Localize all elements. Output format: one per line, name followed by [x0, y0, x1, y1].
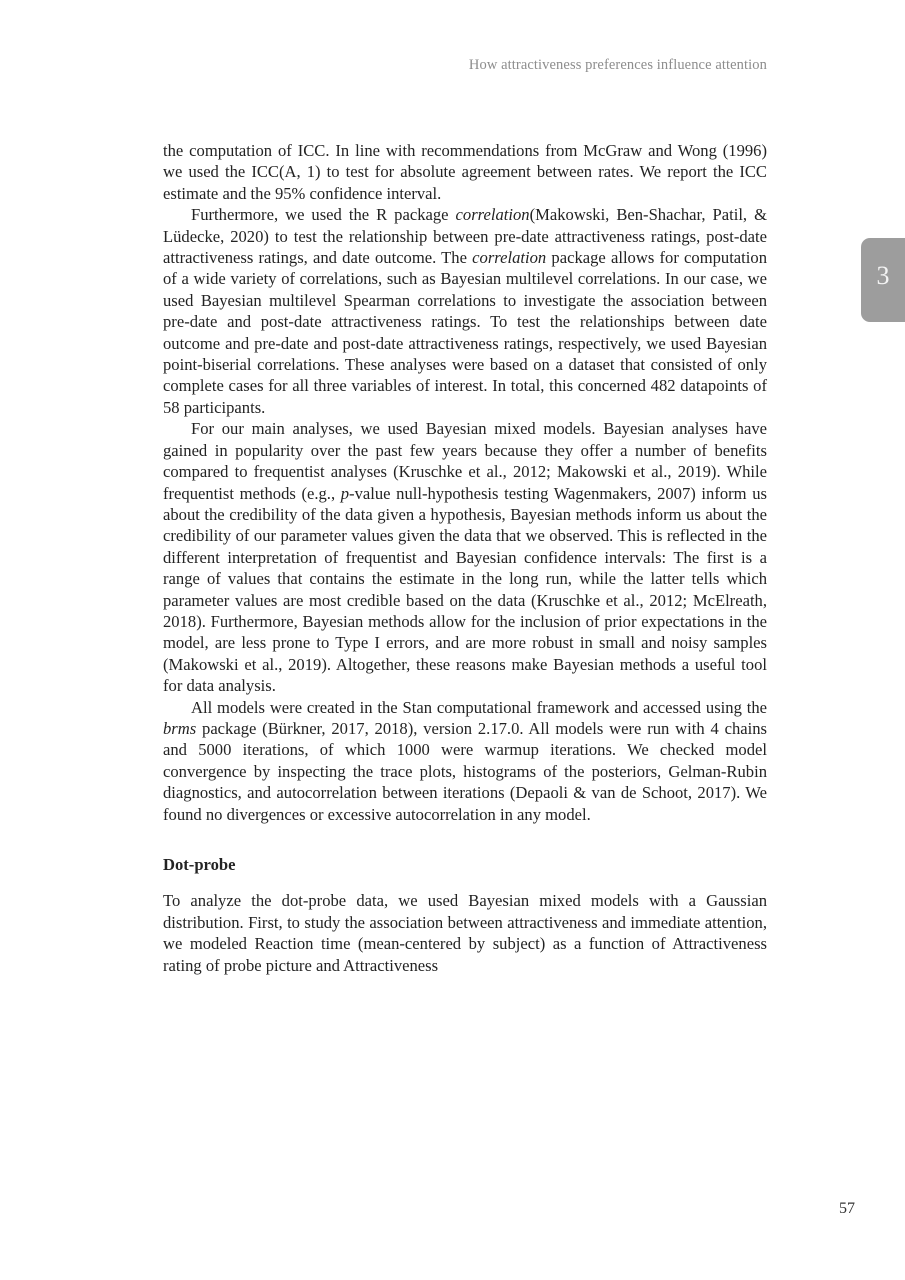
italic-text-run: correlation — [455, 205, 530, 225]
chapter-tab — [861, 238, 905, 322]
section-heading: Dot-probe — [163, 855, 236, 874]
paragraph — [163, 140, 767, 204]
running-header: How attractiveness preferences influence attention — [468, 57, 767, 73]
paragraph — [163, 697, 767, 825]
paragraph — [163, 204, 767, 418]
text-run: All models were created in the Stan computational framework and accessed using the — [191, 697, 767, 717]
italic-text-run: correlation — [472, 248, 547, 268]
text-run: the computation of ICC. In line with recommendations from McGraw and Wong (1996) we used the ICC(A, 1) to test for absolute agreement between rates. We report the ICC estimate and the 95% confidence interval. — [163, 141, 767, 203]
body-text — [163, 140, 767, 976]
paragraph — [163, 890, 767, 976]
text-run: -value null-hypothesis testing Wagenmakers, 2007) inform us about the credibility of the data given a hypothesis, Bayesian methods inform us about the credibility of our parameter values given the data that we observed. This is reflected in the different interpretation of frequentist and Bayesian confidence intervals: The first is a range of values that contains the estimate in the long run, while the latter tells which parameter values are most credible based on the data (Kruschke et al., 2012; McElreath, 2018). Furthermore, Bayesian methods allow for the inclusion of prior expectations in the model, are less prone to Type I errors, and are more robust in small and noisy samples (Makowski et al., 2019). Altogether, these reasons make Bayesian methods a useful tool for data analysis. — [163, 483, 767, 696]
text-run: package (Bürkner, 2017, 2018), version 2.17.0. All models were run with 4 chains and 5000 iterations, of which 1000 were warmup iterations. We checked model convergence by inspecting the trace plots, histograms of the posteriors, Gelman-Rubin diagnostics, and autocorrelation between iterations (Depaoli & van de Schoot, 2017). We found no divergences or excessive autocorrelation in any model. — [163, 718, 767, 824]
text-run: (Makowski, Ben-Shachar, Patil, & Lüdecke, 2020) to test the relationship between pre-date attractiveness ratings, post-date attractiveness ratings, and date outcome. The — [163, 205, 767, 268]
chapter-tab-label: 3 — [876, 261, 890, 290]
text-run: Furthermore, we used the R package — [191, 205, 456, 225]
paragraph — [163, 418, 767, 696]
italic-text-run: brms — [163, 718, 197, 738]
text-run: For our main analyses, we used Bayesian mixed models. Bayesian analyses have gained in popularity over the past few years because they offer a number of benefits compared to frequentist analyses (Kruschke et al., 2012; Makowski et al., 2019). While frequentist methods (e.g., — [163, 419, 767, 503]
italic-text-run: p — [340, 483, 350, 503]
page-number: 57 — [839, 1200, 855, 1217]
text-run: To analyze the dot-probe data, we used Bayesian mixed models with a Gaussian distribution. First, to study the association between attractiveness and immediate attention, we modeled Reaction time (mean-centered by subject) as a function of Attractiveness rating of probe picture and Attractiveness — [163, 891, 767, 975]
text-run: package allows for computation of a wide variety of correlations, such as Bayesian multilevel correlations. In our case, we used Bayesian multilevel Spearman correlations to investigate the association between pre-date and post-date attractiveness ratings. To test the relationships between date outcome and pre-date and post-date attractiveness ratings, respectively, we used Bayesian point-biserial correlations. These analyses were based on a dataset that consisted of only complete cases for all three variables of interest. In total, this concerned 482 datapoints of 58 participants. — [163, 248, 767, 417]
